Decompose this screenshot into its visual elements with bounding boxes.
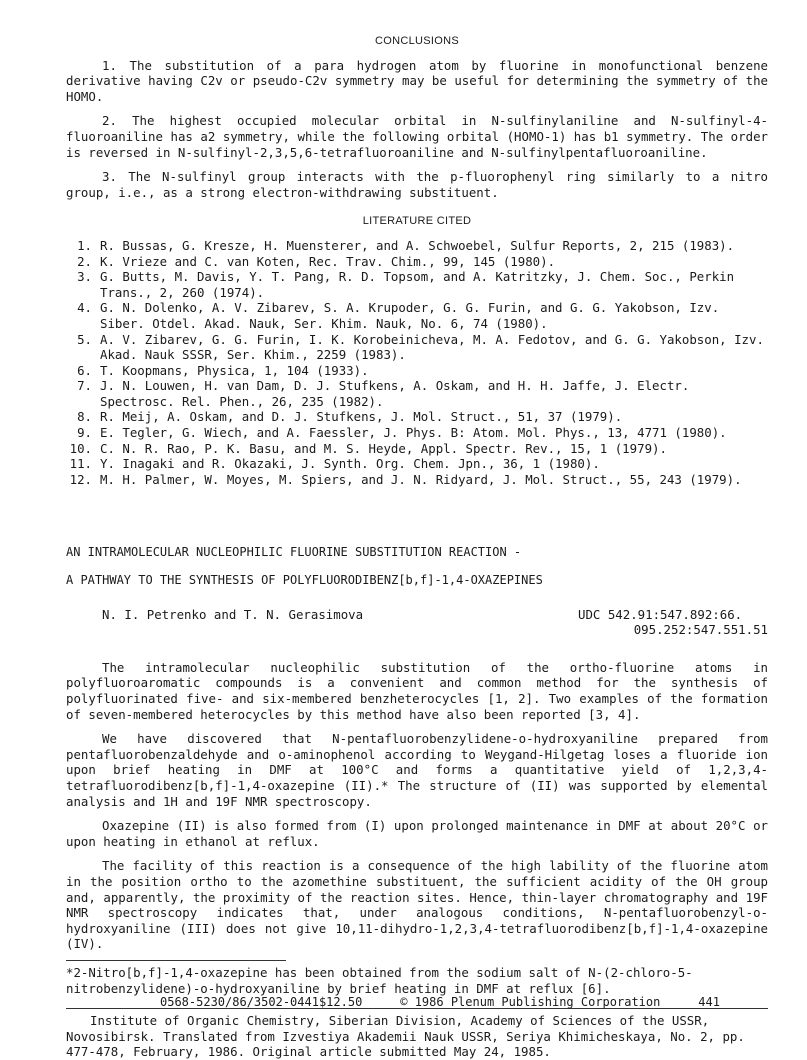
reference-text: C. N. R. Rao, P. K. Basu, and M. S. Heyde, Appl. Spectr. Rev., 15, 1 (1979). bbox=[100, 440, 667, 456]
literature-heading: LITERATURE CITED bbox=[362, 215, 472, 228]
reference-number: 3. bbox=[77, 269, 92, 285]
reference-item bbox=[66, 269, 768, 300]
conclusion-item: 1. The substitution of a para hydrogen atom by fluorine in monofunctional benzene derivative having C2v or pseudo-C2v symmetry may be useful for determining the symmetry of the HOMO. bbox=[66, 57, 768, 104]
reference-text: E. Tegler, G. Wiech, and A. Faessler, J. Phys. B: Atom. Mol. Phys., 13, 4771 (1980). bbox=[100, 425, 727, 441]
reference-item bbox=[66, 409, 768, 425]
page-number: 441 bbox=[698, 995, 720, 1009]
body-paragraph: The facility of this reaction is a consequence of the high lability of the fluorine atom in the position ortho to the azomethine substituent, the sufficient acidity of the OH group and, apparently, the proximity of the reaction sites. Hence, thin-layer chromatography and 19F NMR spectroscopy indicates that, under analogous conditions, N-pentafluorobenzyl-o-hydroxyaniline (III) does not give 10,11-dihydro-1,2,3,4-tetrafluorodibenz[b,f]-1,4-oxazepine (IV). bbox=[66, 858, 768, 952]
footnote-divider bbox=[66, 960, 286, 961]
section-gap bbox=[66, 487, 768, 545]
reference-number: 1. bbox=[77, 237, 92, 253]
reference-text: T. Koopmans, Physica, 1, 104 (1933). bbox=[100, 362, 369, 378]
copyright-notice: © 1986 Plenum Publishing Corporation bbox=[400, 995, 661, 1009]
body-paragraph: We have discovered that N-pentafluorobenzylidene-o-hydroxyaniline prepared from pentafluorobenzaldehyde and o-aminophenol according to Weygand-Hilgetag loses a fluoride ion upon brief heating in DMF at 100°C and forms a quantitative yield of 1,2,3,4-tetrafluorodibenz[b,f]-1,4-oxazepine (II).* The structure of (II) was supported by elemental analysis and 1H and 19F NMR spectroscopy. bbox=[66, 731, 768, 809]
conclusion-item: 3. The N-sulfinyl group interacts with the p-fluorophenyl ring similarly to a nitro group, i.e., as a strong electron-withdrawing substituent. bbox=[66, 169, 768, 200]
reference-list bbox=[66, 238, 768, 488]
reference-item bbox=[66, 425, 768, 441]
publication-code: 0568-5230/86/3502-0441$12.50 bbox=[160, 995, 363, 1009]
reference-item bbox=[66, 254, 768, 270]
body-paragraph: The intramolecular nucleophilic substitution of the ortho-fluorine atoms in polyfluoroaromatic compounds is a convenient and common method for the synthesis of polyfluorinated five- and six-membered benzheterocycles [1, 2]. Two examples of the formation of seven-membered heterocycles by this method have also been reported [3, 4]. bbox=[66, 659, 768, 722]
reference-number: 7. bbox=[77, 378, 92, 394]
udc-code bbox=[578, 607, 768, 638]
reference-item bbox=[66, 300, 768, 331]
udc-line: UDC 542.91:547.892:66. bbox=[578, 606, 743, 622]
reference-text: A. V. Zibarev, G. G. Furin, I. K. Korobeinicheva, M. A. Fedotov, and G. G. Yakobson, Izv. Akad. Nauk SSSR, Ser. Khim., 2259 (1983). bbox=[100, 331, 764, 363]
reference-item bbox=[66, 363, 768, 379]
reference-number: 12. bbox=[69, 471, 92, 487]
udc-line: 095.252:547.551.51 bbox=[633, 622, 768, 638]
reference-item bbox=[66, 456, 768, 472]
footnote: *2-Nitro[b,f]-1,4-oxazepine has been obtained from the sodium salt of N-(2-chloro-5-nitrobenzylidene)-o-hydroxyaniline by brief heating in DMF at reflux [6]. bbox=[66, 964, 693, 996]
reference-number: 9. bbox=[77, 425, 92, 441]
reference-text: G. Butts, M. Davis, Y. T. Pang, R. D. Topsom, and A. Katritzky, J. Chem. Soc., Perkin Trans., 2, 260 (1974). bbox=[100, 269, 735, 300]
reference-number: 11. bbox=[69, 456, 92, 472]
reference-item bbox=[66, 472, 768, 488]
byline bbox=[66, 607, 768, 638]
reference-text: Y. Inagaki and R. Okazaki, J. Synth. Org. Chem. Jpn., 36, 1 (1980). bbox=[100, 456, 600, 472]
reference-text: R. Bussas, G. Kresze, H. Muensterer, and A. Schwoebel, Sulfur Reports, 2, 215 (1983). bbox=[100, 237, 735, 253]
reference-item bbox=[66, 441, 768, 457]
article-title-line-1: AN INTRAMOLECULAR NUCLEOPHILIC FLUORINE SUBSTITUTION REACTION - bbox=[66, 545, 522, 560]
page-content bbox=[66, 34, 768, 1060]
article-title-line-2: A PATHWAY TO THE SYNTHESIS OF POLYFLUORODIBENZ[b,f]-1,4-OXAZEPINES bbox=[66, 573, 543, 588]
reference-number: 4. bbox=[77, 300, 92, 316]
affiliation-note: Institute of Organic Chemistry, Siberian Division, Academy of Sciences of the USSR, Novosibirsk. Translated from Izvestiya Akademii Nauk USSR, Seriya Khimicheskaya, No. 2, pp. 477-478, February, 1986. Original article submitted May 24, 1985. bbox=[66, 1013, 745, 1060]
reference-number: 5. bbox=[77, 331, 92, 347]
reference-item bbox=[66, 332, 768, 363]
reference-item bbox=[66, 378, 768, 409]
reference-item bbox=[66, 238, 768, 254]
reference-text: R. Meij, A. Oskam, and D. J. Stufkens, J. Mol. Struct., 51, 37 (1979). bbox=[100, 409, 623, 425]
reference-number: 8. bbox=[77, 409, 92, 425]
reference-number: 2. bbox=[77, 253, 92, 269]
reference-number: 6. bbox=[77, 362, 92, 378]
article-authors: N. I. Petrenko and T. N. Gerasimova bbox=[102, 606, 364, 622]
conclusions-heading: CONCLUSIONS bbox=[375, 35, 459, 47]
reference-number: 10. bbox=[69, 440, 92, 456]
reference-text: G. N. Dolenko, A. V. Zibarev, S. A. Krupoder, G. G. Furin, and G. G. Yakobson, Izv. Siber. Otdel. Akad. Nauk, Ser. Khim. Nauk, No. 6, 74 (1980). bbox=[100, 300, 720, 331]
reference-text: M. H. Palmer, W. Moyes, M. Spiers, and J. N. Ridyard, J. Mol. Struct., 55, 243 (1979). bbox=[100, 471, 742, 487]
reference-text: J. N. Louwen, H. van Dam, D. J. Stufkens, A. Oskam, and H. H. Jaffe, J. Electr. Spectrosc. Rel. Phen., 26, 235 (1982). bbox=[100, 378, 690, 409]
reference-text: K. Vrieze and C. van Koten, Rec. Trav. Chim., 99, 145 (1980). bbox=[100, 253, 556, 269]
body-paragraph: Oxazepine (II) is also formed from (I) upon prolonged maintenance in DMF at about 20°C or upon heating in ethanol at reflux. bbox=[66, 818, 768, 849]
article-body bbox=[66, 660, 768, 952]
page-footer bbox=[160, 995, 720, 1009]
conclusion-item: 2. The highest occupied molecular orbital in N-sulfinylaniline and N-sulfinyl-4-fluoroaniline has a2 symmetry, while the following orbital (HOMO-1) has b1 symmetry. The order is reversed in N-sulfinyl-2,3,5,6-tetrafluoroaniline and N-sulfinylpentafluoroaniline. bbox=[66, 113, 768, 160]
